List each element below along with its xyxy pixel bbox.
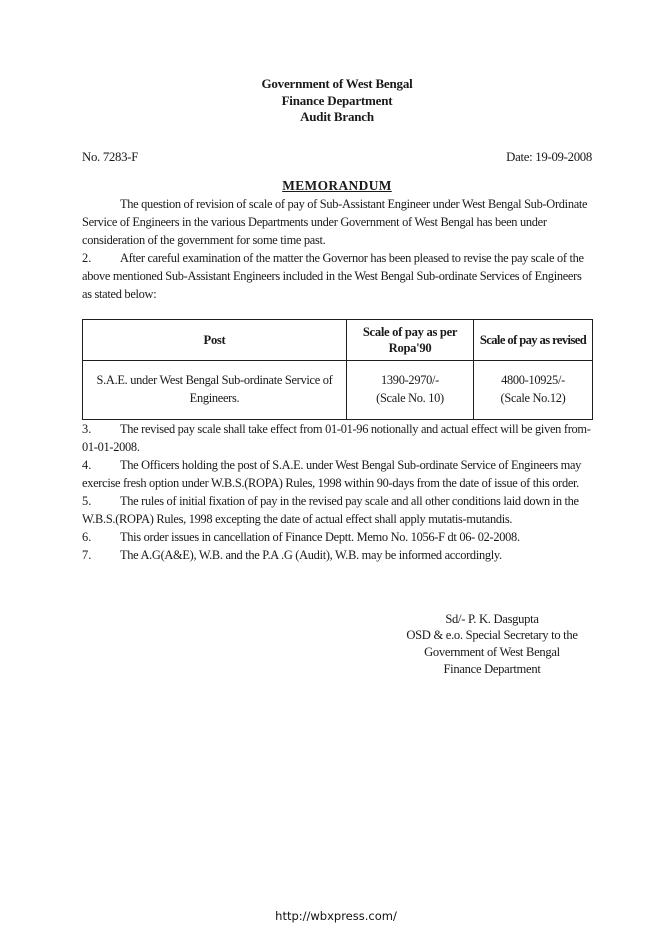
signature-block: [392, 611, 592, 678]
cell-revised-scale-no: (Scale No.12): [500, 390, 566, 405]
cell-revised-value: 4800-10925/-: [501, 373, 565, 387]
paragraph-2-number: 2.: [82, 250, 92, 265]
paragraph-4: [82, 456, 592, 492]
reference-row: [82, 148, 592, 166]
signature-department: Finance Department: [443, 661, 541, 676]
pay-scale-table: [82, 319, 593, 420]
paragraph-7-number: 7.: [82, 547, 92, 562]
paragraph-3-number: 3.: [82, 421, 92, 436]
paragraph-5-number: 5.: [82, 493, 92, 508]
signature-name: Sd/- P. K. Dasgupta: [445, 611, 539, 626]
paragraph-2: [82, 249, 592, 303]
cell-ropa90-value: 1390-2970/-: [381, 373, 439, 387]
table-header-row: [83, 319, 593, 360]
memo-date: Date: 19-09-2008: [506, 149, 592, 164]
paragraph-4-number: 4.: [82, 457, 92, 472]
paragraph-3-text: The revised pay scale shall take effect from 01-01-96 notionally and actual effect will be given from-01-01-2008.: [82, 421, 591, 454]
paragraph-4-text: The Officers holding the post of S.A.E. under West Bengal Sub-ordinate Service of Engineers may exercise fresh option under W.B.S.(ROPA) Rules, 1998 within 90-days from the date of issue of this order.: [82, 457, 582, 490]
cell-ropa90-scale-no: (Scale No. 10): [376, 390, 444, 405]
memo-title-text: MEMORANDUM: [282, 177, 392, 193]
footer-url: http://wbxpress.com/: [275, 909, 397, 923]
header-department: Finance Department: [281, 92, 393, 108]
document-header: [82, 76, 592, 126]
paragraph-6: [82, 528, 592, 546]
memo-number: No. 7283-F: [82, 149, 139, 164]
signature-designation: OSD & e.o. Special Secretary to the: [406, 628, 578, 643]
paragraph-7: [82, 546, 592, 564]
paragraph-5: [82, 492, 592, 528]
column-header-ropa90: Scale of pay as per Ropa'90: [347, 319, 474, 360]
column-header-revised: Scale of pay as revised: [474, 319, 593, 360]
paragraph-1-text: The question of revision of scale of pay of Sub-Assistant Engineer under West Bengal Sub-Ordinate Service of Engineers in the various Departments under Government of West Bengal has been under consideration of the government for some time past.: [82, 196, 588, 247]
signature-government: Government of West Bengal: [424, 645, 560, 660]
header-government: Government of West Bengal: [261, 76, 413, 91]
header-branch: Audit Branch: [300, 109, 374, 124]
paragraph-6-text: This order issues in cancellation of Finance Deptt. Memo No. 1056-F dt 06- 02-2008.: [120, 529, 520, 544]
column-header-post: Post: [83, 319, 347, 360]
cell-ropa90-scale: [347, 360, 474, 419]
paragraph-3: [82, 420, 592, 456]
paragraph-1: [82, 195, 592, 249]
paragraph-5-text: The rules of initial fixation of pay in the revised pay scale and all other conditions laid down in the W.B.S.(ROPA) Rules, 1998 excepting the date of actual effect shall apply mutatis-mutandis.: [82, 493, 579, 526]
paragraph-7-text: The A.G(A&E), W.B. and the P.A .G (Audit), W.B. may be informed accordingly.: [120, 547, 502, 562]
memo-title: [82, 177, 592, 195]
table-data-row: [83, 360, 593, 419]
paragraph-6-number: 6.: [82, 529, 92, 544]
cell-revised-scale: [474, 360, 593, 419]
cell-post: S.A.E. under West Bengal Sub-ordinate Service of Engineers.: [83, 360, 347, 419]
paragraph-2-text: After careful examination of the matter the Governor has been pleased to revise the pay scale of the above mentioned Sub-Assistant Engineers included in the West Bengal Sub-ordinate Services of Engineers as stated below:: [82, 250, 584, 301]
